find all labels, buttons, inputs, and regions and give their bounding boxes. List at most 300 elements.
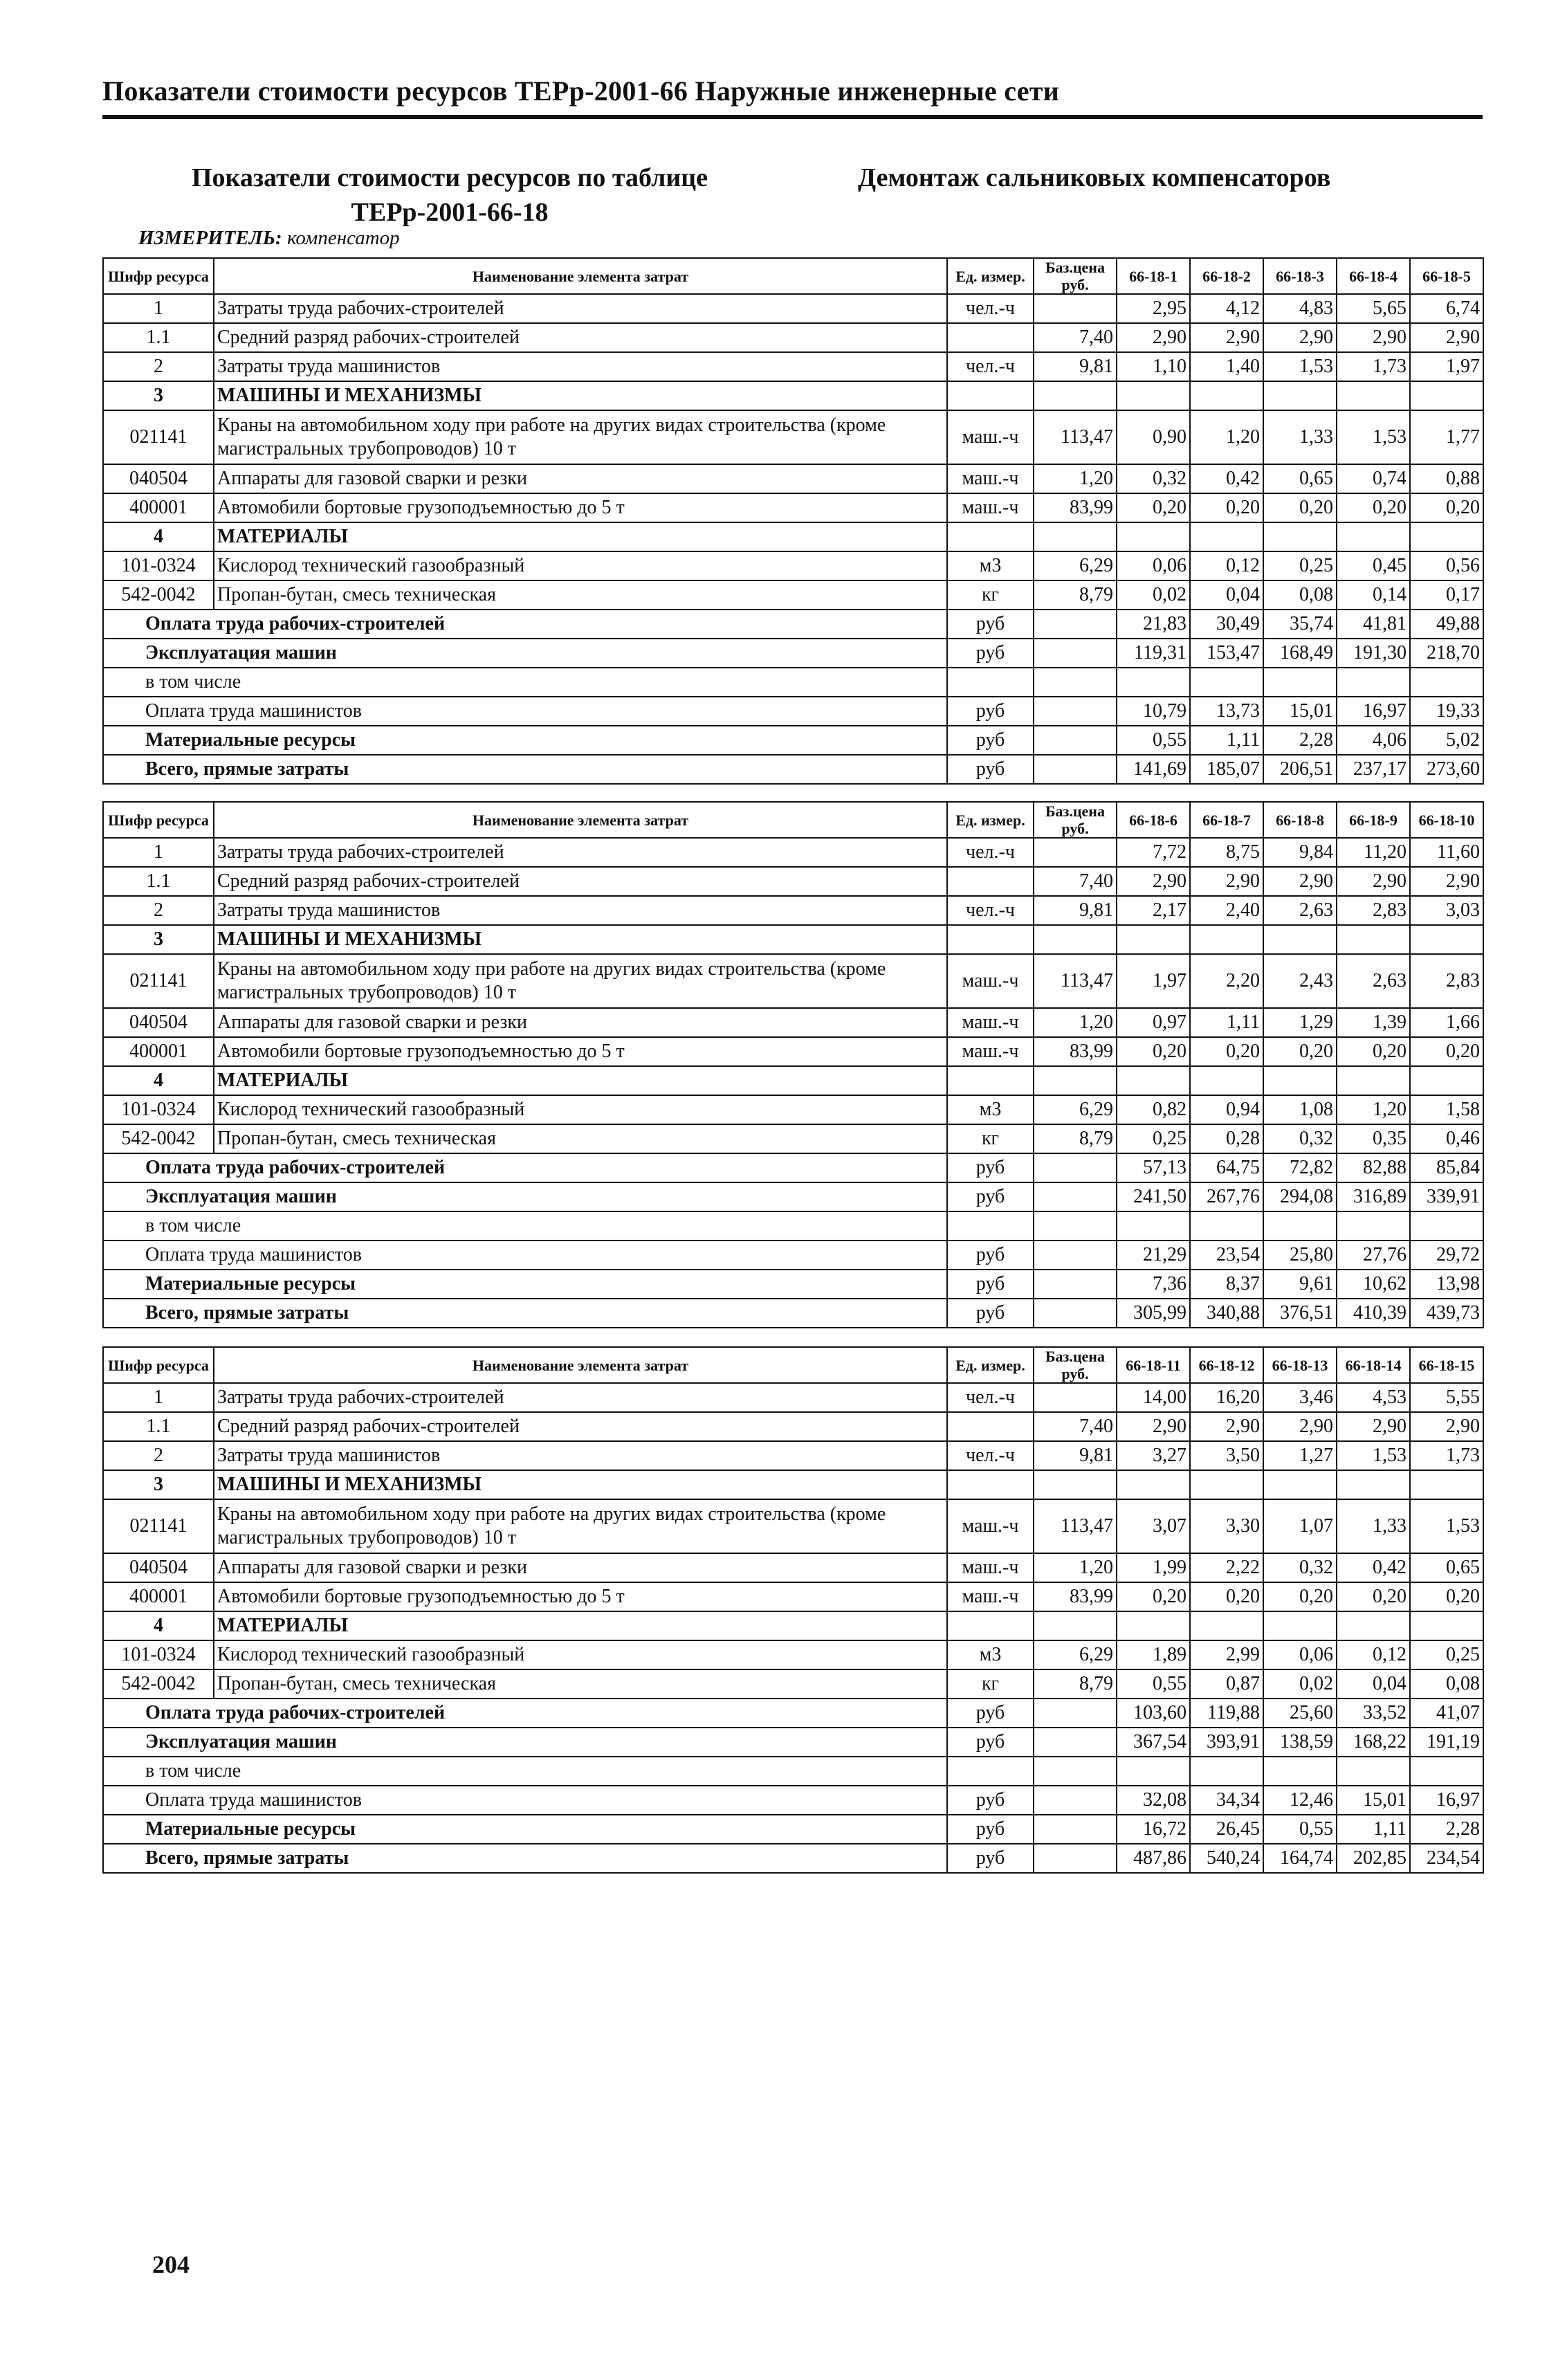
resource-code: 2 (103, 352, 214, 381)
col-rate-header: 66-18-8 (1263, 802, 1337, 838)
empty-cell (1263, 1611, 1337, 1640)
unit-cell: руб (947, 1844, 1034, 1873)
value-cell: 0,02 (1117, 580, 1190, 610)
unit-cell: руб (947, 726, 1034, 755)
table-row (103, 1640, 1483, 1669)
value-cell: 439,73 (1410, 1299, 1483, 1328)
value-cell: 2,90 (1117, 323, 1190, 352)
base-price-cell: 6,29 (1034, 1640, 1117, 1669)
value-cell: 3,50 (1190, 1441, 1263, 1470)
base-price-cell: 6,29 (1034, 551, 1117, 580)
empty-cell (1263, 1211, 1337, 1241)
col-unit-header: Ед. измер. (947, 1347, 1034, 1383)
value-cell: 1,97 (1117, 954, 1190, 1008)
summary-label: в том числе (103, 1211, 947, 1241)
summary-label: Оплата труда рабочих-строителей (103, 1699, 947, 1728)
value-cell: 13,73 (1190, 697, 1263, 726)
page-number: 204 (152, 2251, 190, 2278)
base-price-cell: 6,29 (1034, 1095, 1117, 1124)
resource-code: 021141 (103, 1499, 214, 1553)
table-row (103, 1124, 1483, 1153)
summary-label: Оплата труда машинистов (103, 1786, 947, 1815)
value-cell: 1,20 (1337, 1095, 1410, 1124)
table-row (103, 1582, 1483, 1611)
col-rate-header: 66-18-12 (1190, 1347, 1263, 1383)
col-rate-header: 66-18-15 (1410, 1347, 1483, 1383)
resource-name: Затраты труда рабочих-строителей (214, 1383, 947, 1412)
value-cell: 2,95 (1117, 294, 1190, 323)
value-cell: 2,90 (1410, 867, 1483, 896)
base-price-cell: 9,81 (1034, 896, 1117, 925)
value-cell: 2,17 (1117, 896, 1190, 925)
resource-code: 2 (103, 1441, 214, 1470)
empty-cell (1410, 522, 1483, 551)
value-cell: 0,08 (1410, 1669, 1483, 1699)
unit-cell: кг (947, 1669, 1034, 1699)
empty-cell (1190, 522, 1263, 551)
value-cell: 119,88 (1190, 1699, 1263, 1728)
value-cell: 16,97 (1337, 697, 1410, 726)
empty-cell (947, 381, 1034, 410)
empty-cell (1410, 1211, 1483, 1241)
base-price-cell: 113,47 (1034, 1499, 1117, 1553)
value-cell: 1,11 (1190, 726, 1263, 755)
table-row (103, 1270, 1483, 1299)
summary-label: Эксплуатация машин (103, 639, 947, 668)
value-cell: 2,83 (1337, 896, 1410, 925)
resource-name: Краны на автомобильном ходу при работе на других видах строительства (кроме магистральных трубопроводов) 10 т (214, 954, 947, 1008)
value-cell: 202,85 (1337, 1844, 1410, 1873)
table-row (103, 838, 1483, 867)
table-row (103, 1553, 1483, 1582)
value-cell: 1,27 (1263, 1441, 1337, 1470)
value-cell: 6,74 (1410, 294, 1483, 323)
value-cell: 2,90 (1117, 867, 1190, 896)
value-cell: 2,63 (1263, 896, 1337, 925)
unit-cell: чел.-ч (947, 1383, 1034, 1412)
resource-name: Аппараты для газовой сварки и резки (214, 1008, 947, 1037)
empty-cell (1034, 381, 1117, 410)
table-row (103, 1153, 1483, 1182)
section-heading: МАТЕРИАЛЫ (214, 1611, 947, 1640)
value-cell: 141,69 (1117, 755, 1190, 784)
value-cell: 1,53 (1263, 352, 1337, 381)
value-cell: 191,19 (1410, 1728, 1483, 1757)
base-price-cell: 8,79 (1034, 1669, 1117, 1699)
value-cell: 0,28 (1190, 1124, 1263, 1153)
section-heading: МАТЕРИАЛЫ (214, 522, 947, 551)
table-row (103, 522, 1483, 551)
base-price-cell: 1,20 (1034, 1553, 1117, 1582)
value-cell: 410,39 (1337, 1299, 1410, 1328)
unit-cell: м3 (947, 551, 1034, 580)
unit-cell: руб (947, 639, 1034, 668)
value-cell: 0,06 (1117, 551, 1190, 580)
table-row (103, 1383, 1483, 1412)
empty-cell (1034, 755, 1117, 784)
empty-cell (1034, 726, 1117, 755)
col-price-header: Баз.цена руб. (1034, 802, 1117, 838)
summary-label: Материальные ресурсы (103, 1815, 947, 1844)
resource-code: 400001 (103, 1037, 214, 1066)
table-row (103, 1757, 1483, 1786)
unit-cell: маш.-ч (947, 1008, 1034, 1037)
resource-code: 4 (103, 1066, 214, 1095)
value-cell: 5,02 (1410, 726, 1483, 755)
value-cell: 2,90 (1190, 867, 1263, 896)
empty-cell (1117, 1611, 1190, 1640)
resource-code: 021141 (103, 954, 214, 1008)
resource-name: Автомобили бортовые грузоподъемностью до 5 т (214, 1582, 947, 1611)
value-cell: 57,13 (1117, 1153, 1190, 1182)
empty-cell (1263, 381, 1337, 410)
resource-code: 4 (103, 522, 214, 551)
resource-code: 101-0324 (103, 1095, 214, 1124)
col-price-header: Баз.цена руб. (1034, 258, 1117, 294)
unit-cell: маш.-ч (947, 493, 1034, 522)
col-rate-header: 66-18-3 (1263, 258, 1337, 294)
empty-cell (1337, 925, 1410, 954)
value-cell: 0,04 (1190, 580, 1263, 610)
value-cell: 32,08 (1117, 1786, 1190, 1815)
value-cell: 0,20 (1190, 493, 1263, 522)
table-row (103, 925, 1483, 954)
value-cell: 1,10 (1117, 352, 1190, 381)
value-cell: 2,20 (1190, 954, 1263, 1008)
resource-name: Затраты труда машинистов (214, 352, 947, 381)
col-price-header: Баз.цена руб. (1034, 1347, 1117, 1383)
col-rate-header: 66-18-4 (1337, 258, 1410, 294)
value-cell: 2,43 (1263, 954, 1337, 1008)
table-row (103, 551, 1483, 580)
value-cell: 1,53 (1410, 1499, 1483, 1553)
col-name-header: Наименование элемента затрат (214, 258, 947, 294)
value-cell: 1,73 (1410, 1441, 1483, 1470)
value-cell: 138,59 (1263, 1728, 1337, 1757)
value-cell: 0,74 (1337, 464, 1410, 493)
resource-name: Краны на автомобильном ходу при работе на других видах строительства (кроме магистральных трубопроводов) 10 т (214, 410, 947, 464)
value-cell: 0,42 (1190, 464, 1263, 493)
base-price-cell: 83,99 (1034, 1582, 1117, 1611)
value-cell: 0,55 (1117, 1669, 1190, 1699)
empty-cell (1034, 522, 1117, 551)
value-cell: 3,27 (1117, 1441, 1190, 1470)
value-cell: 15,01 (1337, 1786, 1410, 1815)
empty-cell (947, 522, 1034, 551)
value-cell: 168,22 (1337, 1728, 1410, 1757)
empty-cell (1117, 1757, 1190, 1786)
empty-cell (1034, 639, 1117, 668)
table-row (103, 352, 1483, 381)
value-cell: 2,90 (1410, 323, 1483, 352)
value-cell: 2,90 (1263, 323, 1337, 352)
running-header: Показатели стоимости ресурсов ТЕРр-2001-66 Наружные инженерные сети (102, 75, 1060, 107)
empty-cell (1034, 1241, 1117, 1270)
value-cell: 26,45 (1190, 1815, 1263, 1844)
empty-cell (1034, 1299, 1117, 1328)
resource-code: 1.1 (103, 323, 214, 352)
base-price-cell: 1,20 (1034, 464, 1117, 493)
value-cell: 0,97 (1117, 1008, 1190, 1037)
value-cell: 487,86 (1117, 1844, 1190, 1873)
summary-label: в том числе (103, 1757, 947, 1786)
resource-code: 040504 (103, 1008, 214, 1037)
value-cell: 1,11 (1337, 1815, 1410, 1844)
resource-code: 2 (103, 896, 214, 925)
value-cell: 168,49 (1263, 639, 1337, 668)
value-cell: 0,20 (1117, 1582, 1190, 1611)
value-cell: 376,51 (1263, 1299, 1337, 1328)
empty-cell (1190, 1611, 1263, 1640)
value-cell: 234,54 (1410, 1844, 1483, 1873)
table-row (103, 323, 1483, 352)
summary-label: Эксплуатация машин (103, 1728, 947, 1757)
value-cell: 4,06 (1337, 726, 1410, 755)
base-price-cell: 8,79 (1034, 580, 1117, 610)
work-title: Демонтаж сальниковых компенсаторов (858, 163, 1331, 192)
table-title: Показатели стоимости ресурсов по таблице ТЕРр-2001-66-18 (191, 163, 708, 227)
base-price-cell: 113,47 (1034, 954, 1117, 1008)
value-cell: 21,29 (1117, 1241, 1190, 1270)
empty-cell (947, 668, 1034, 697)
value-cell: 0,04 (1337, 1669, 1410, 1699)
base-price-cell: 1,20 (1034, 1008, 1117, 1037)
unit-cell: руб (947, 1153, 1034, 1182)
value-cell: 2,22 (1190, 1553, 1263, 1582)
value-cell: 0,32 (1263, 1553, 1337, 1582)
unit-cell: чел.-ч (947, 838, 1034, 867)
value-cell: 1,33 (1337, 1499, 1410, 1553)
summary-label: Всего, прямые затраты (103, 755, 947, 784)
value-cell: 367,54 (1117, 1728, 1190, 1757)
resource-name: Краны на автомобильном ходу при работе на других видах строительства (кроме магистральных трубопроводов) 10 т (214, 1499, 947, 1553)
value-cell: 1,33 (1263, 410, 1337, 464)
value-cell: 23,54 (1190, 1241, 1263, 1270)
table-row (103, 580, 1483, 610)
col-rate-header: 66-18-13 (1263, 1347, 1337, 1383)
resource-code: 400001 (103, 1582, 214, 1611)
empty-cell (947, 867, 1034, 896)
resource-name: Автомобили бортовые грузоподъемностью до 5 т (214, 1037, 947, 1066)
empty-cell (1034, 1383, 1117, 1412)
empty-cell (1117, 668, 1190, 697)
value-cell: 0,20 (1410, 493, 1483, 522)
resource-name: Кислород технический газообразный (214, 551, 947, 580)
value-cell: 4,53 (1337, 1383, 1410, 1412)
col-code-header: Шифр ресурса (103, 802, 214, 838)
value-cell: 0,55 (1263, 1815, 1337, 1844)
value-cell: 0,87 (1190, 1669, 1263, 1699)
empty-cell (1410, 381, 1483, 410)
resource-code: 040504 (103, 1553, 214, 1582)
value-cell: 30,49 (1190, 610, 1263, 639)
value-cell: 12,46 (1263, 1786, 1337, 1815)
value-cell: 16,97 (1410, 1786, 1483, 1815)
value-cell: 14,00 (1117, 1383, 1190, 1412)
table-row (103, 668, 1483, 697)
table-row (103, 954, 1483, 1008)
resource-name: Кислород технический газообразный (214, 1095, 947, 1124)
value-cell: 2,90 (1337, 867, 1410, 896)
value-cell: 1,39 (1337, 1008, 1410, 1037)
unit-cell: маш.-ч (947, 1499, 1034, 1553)
value-cell: 7,36 (1117, 1270, 1190, 1299)
value-cell: 1,40 (1190, 352, 1263, 381)
table-row (103, 1441, 1483, 1470)
summary-label: Материальные ресурсы (103, 726, 947, 755)
empty-cell (1410, 1066, 1483, 1095)
value-cell: 34,34 (1190, 1786, 1263, 1815)
value-cell: 0,42 (1337, 1553, 1410, 1582)
empty-cell (1034, 838, 1117, 867)
unit-cell: маш.-ч (947, 1582, 1034, 1611)
unit-cell: руб (947, 1270, 1034, 1299)
value-cell: 540,24 (1190, 1844, 1263, 1873)
value-cell: 2,90 (1263, 867, 1337, 896)
value-cell: 0,14 (1337, 580, 1410, 610)
value-cell: 1,73 (1337, 352, 1410, 381)
resource-code: 542-0042 (103, 1669, 214, 1699)
col-rate-header: 66-18-9 (1337, 802, 1410, 838)
value-cell: 15,01 (1263, 697, 1337, 726)
value-cell: 41,81 (1337, 610, 1410, 639)
empty-cell (947, 1470, 1034, 1499)
value-cell: 0,17 (1410, 580, 1483, 610)
resource-name: Затраты труда рабочих-строителей (214, 294, 947, 323)
resource-name: Средний разряд рабочих-строителей (214, 1412, 947, 1441)
value-cell: 1,89 (1117, 1640, 1190, 1669)
value-cell: 4,12 (1190, 294, 1263, 323)
value-cell: 0,32 (1117, 464, 1190, 493)
table-row (103, 1786, 1483, 1815)
value-cell: 82,88 (1337, 1153, 1410, 1182)
value-cell: 49,88 (1410, 610, 1483, 639)
summary-label: в том числе (103, 668, 947, 697)
value-cell: 0,35 (1337, 1124, 1410, 1153)
value-cell: 294,08 (1263, 1182, 1337, 1211)
value-cell: 10,79 (1117, 697, 1190, 726)
base-price-cell: 9,81 (1034, 352, 1117, 381)
value-cell: 0,20 (1190, 1582, 1263, 1611)
value-cell: 5,55 (1410, 1383, 1483, 1412)
value-cell: 2,28 (1263, 726, 1337, 755)
value-cell: 5,65 (1337, 294, 1410, 323)
value-cell: 237,17 (1337, 755, 1410, 784)
unit-cell: чел.-ч (947, 352, 1034, 381)
value-cell: 267,76 (1190, 1182, 1263, 1211)
summary-label: Всего, прямые затраты (103, 1299, 947, 1328)
summary-label: Оплата труда машинистов (103, 1241, 947, 1270)
summary-label: Оплата труда рабочих-строителей (103, 1153, 947, 1182)
table-row (103, 755, 1483, 784)
value-cell: 273,60 (1410, 755, 1483, 784)
empty-cell (1190, 1757, 1263, 1786)
col-rate-header: 66-18-1 (1117, 258, 1190, 294)
empty-cell (1337, 1211, 1410, 1241)
table-row (103, 1299, 1483, 1328)
resource-code: 040504 (103, 464, 214, 493)
table-header-row (103, 258, 1483, 294)
unit-cell: руб (947, 697, 1034, 726)
resource-table (102, 1346, 1484, 1874)
table-row (103, 493, 1483, 522)
unit-cell: руб (947, 1699, 1034, 1728)
empty-cell (1034, 294, 1117, 323)
value-cell: 7,72 (1117, 838, 1190, 867)
unit-cell: руб (947, 1728, 1034, 1757)
base-price-cell: 7,40 (1034, 867, 1117, 896)
summary-label: Всего, прямые затраты (103, 1844, 947, 1873)
section-heading: МАТЕРИАЛЫ (214, 1066, 947, 1095)
empty-cell (1337, 381, 1410, 410)
empty-cell (947, 925, 1034, 954)
resource-table (102, 801, 1484, 1328)
value-cell: 0,12 (1190, 551, 1263, 580)
empty-cell (1117, 1470, 1190, 1499)
value-cell: 3,30 (1190, 1499, 1263, 1553)
value-cell: 25,80 (1263, 1241, 1337, 1270)
resource-code: 3 (103, 381, 214, 410)
table-row (103, 1037, 1483, 1066)
summary-label: Эксплуатация машин (103, 1182, 947, 1211)
empty-cell (1034, 1844, 1117, 1873)
empty-cell (1263, 925, 1337, 954)
resource-code: 542-0042 (103, 580, 214, 610)
empty-cell (1410, 1470, 1483, 1499)
value-cell: 1,66 (1410, 1008, 1483, 1037)
value-cell: 0,25 (1263, 551, 1337, 580)
empty-cell (1190, 1066, 1263, 1095)
table-row (103, 1241, 1483, 1270)
value-cell: 0,82 (1117, 1095, 1190, 1124)
table-row (103, 610, 1483, 639)
empty-cell (1190, 381, 1263, 410)
value-cell: 1,08 (1263, 1095, 1337, 1124)
empty-cell (1337, 1757, 1410, 1786)
empty-cell (1337, 522, 1410, 551)
col-rate-header: 66-18-7 (1190, 802, 1263, 838)
value-cell: 2,90 (1190, 323, 1263, 352)
value-cell: 11,60 (1410, 838, 1483, 867)
value-cell: 21,83 (1117, 610, 1190, 639)
base-price-cell: 83,99 (1034, 493, 1117, 522)
value-cell: 3,03 (1410, 896, 1483, 925)
empty-cell (1263, 522, 1337, 551)
empty-cell (1117, 925, 1190, 954)
empty-cell (1410, 925, 1483, 954)
resource-code: 400001 (103, 493, 214, 522)
empty-cell (1034, 1611, 1117, 1640)
table-row (103, 410, 1483, 464)
col-rate-header: 66-18-6 (1117, 802, 1190, 838)
value-cell: 0,12 (1337, 1640, 1410, 1669)
unit-cell: чел.-ч (947, 896, 1034, 925)
value-cell: 0,25 (1117, 1124, 1190, 1153)
empty-cell (1190, 1211, 1263, 1241)
base-price-cell: 8,79 (1034, 1124, 1117, 1153)
unit-cell: чел.-ч (947, 294, 1034, 323)
value-cell: 153,47 (1190, 639, 1263, 668)
value-cell: 8,75 (1190, 838, 1263, 867)
value-cell: 33,52 (1337, 1699, 1410, 1728)
table-row (103, 1066, 1483, 1095)
empty-cell (1337, 1470, 1410, 1499)
table-row (103, 1412, 1483, 1441)
table-row (103, 464, 1483, 493)
table-row (103, 1470, 1483, 1499)
value-cell: 305,99 (1117, 1299, 1190, 1328)
table-row (103, 381, 1483, 410)
